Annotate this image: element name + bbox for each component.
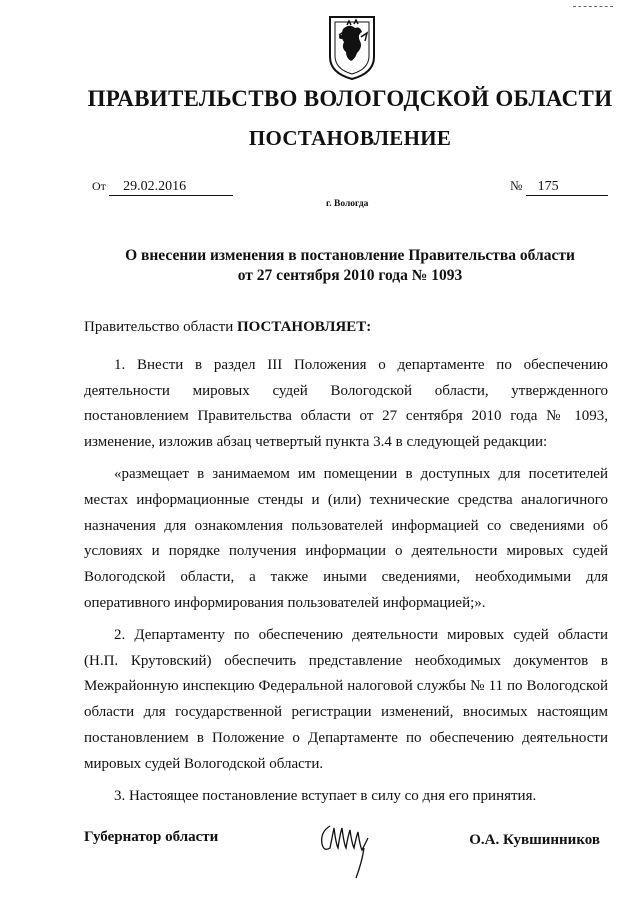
number-label: №	[510, 178, 523, 193]
number-value: 175	[526, 179, 608, 196]
city-label: г. Вологда	[326, 199, 369, 209]
paragraph-3: 3. Настоящее постановление вступает в силу со дня его принятия.	[114, 787, 537, 804]
date-field	[92, 178, 233, 196]
number-field	[510, 178, 608, 196]
paragraph-quote: «размещает в занимаемом им помещении в доступных для посетителей местах информационные стенды и (или) технические средства аналогичного назначения для ознакомления пользователей информацией со сведениями об условиях и порядке получения информации о деятельности мировых судей Вологодской области, а также иными сведениями, необходимыми для оперативного информирования пользователей информацией;».	[84, 465, 608, 611]
date-label: От	[92, 179, 106, 193]
paragraph-2: 2. Департаменту по обеспечению деятельности мировых судей области (Н.П. Крутовский) обеспечить представление необходимых документов в Межрайонную инспекцию Федеральной налоговой службы № 11 по Вологодской области для государственной регистрации изменений, вносимых настоящим постановлением в Положение о Департаменте по обеспечению деятельности мировых судей Вологодской области.	[84, 626, 608, 772]
subject-line-1: О внесении изменения в постановление Правительства области	[125, 247, 575, 264]
government-title: ПРАВИТЕЛЬСТВО ВОЛОГОДСКОЙ ОБЛАСТИ	[87, 86, 613, 111]
lead-plain: Правительство области	[84, 319, 237, 335]
date-value: 29.02.2016	[109, 179, 233, 196]
coat-of-arms-icon	[327, 15, 377, 81]
document-type: ПОСТАНОВЛЕНИЕ	[248, 126, 452, 150]
document-body	[84, 315, 608, 809]
signatory-name: О.А. Кувшинников	[469, 832, 600, 848]
lead-bold: ПОСТАНОВЛЯЕТ:	[236, 319, 372, 335]
subject-line-2: от 27 сентября 2010 года № 1093	[237, 267, 463, 284]
document-subject	[90, 246, 610, 286]
lead-paragraph	[84, 315, 608, 341]
handwritten-signature	[316, 818, 376, 882]
signature-block	[84, 826, 608, 886]
scan-corner-mark	[573, 6, 613, 7]
signatory-title: Губернатор области	[84, 829, 219, 845]
paragraph-1: 1. Внести в раздел III Положения о департаменте по обеспечению деятельности мировых судей Вологодской области, утвержденного постановлением Правительства области от 27 сентября 2010 года № 1093, изменение, изложив абзац четвертый пункта 3.4 в следующей редакции:	[84, 356, 608, 451]
